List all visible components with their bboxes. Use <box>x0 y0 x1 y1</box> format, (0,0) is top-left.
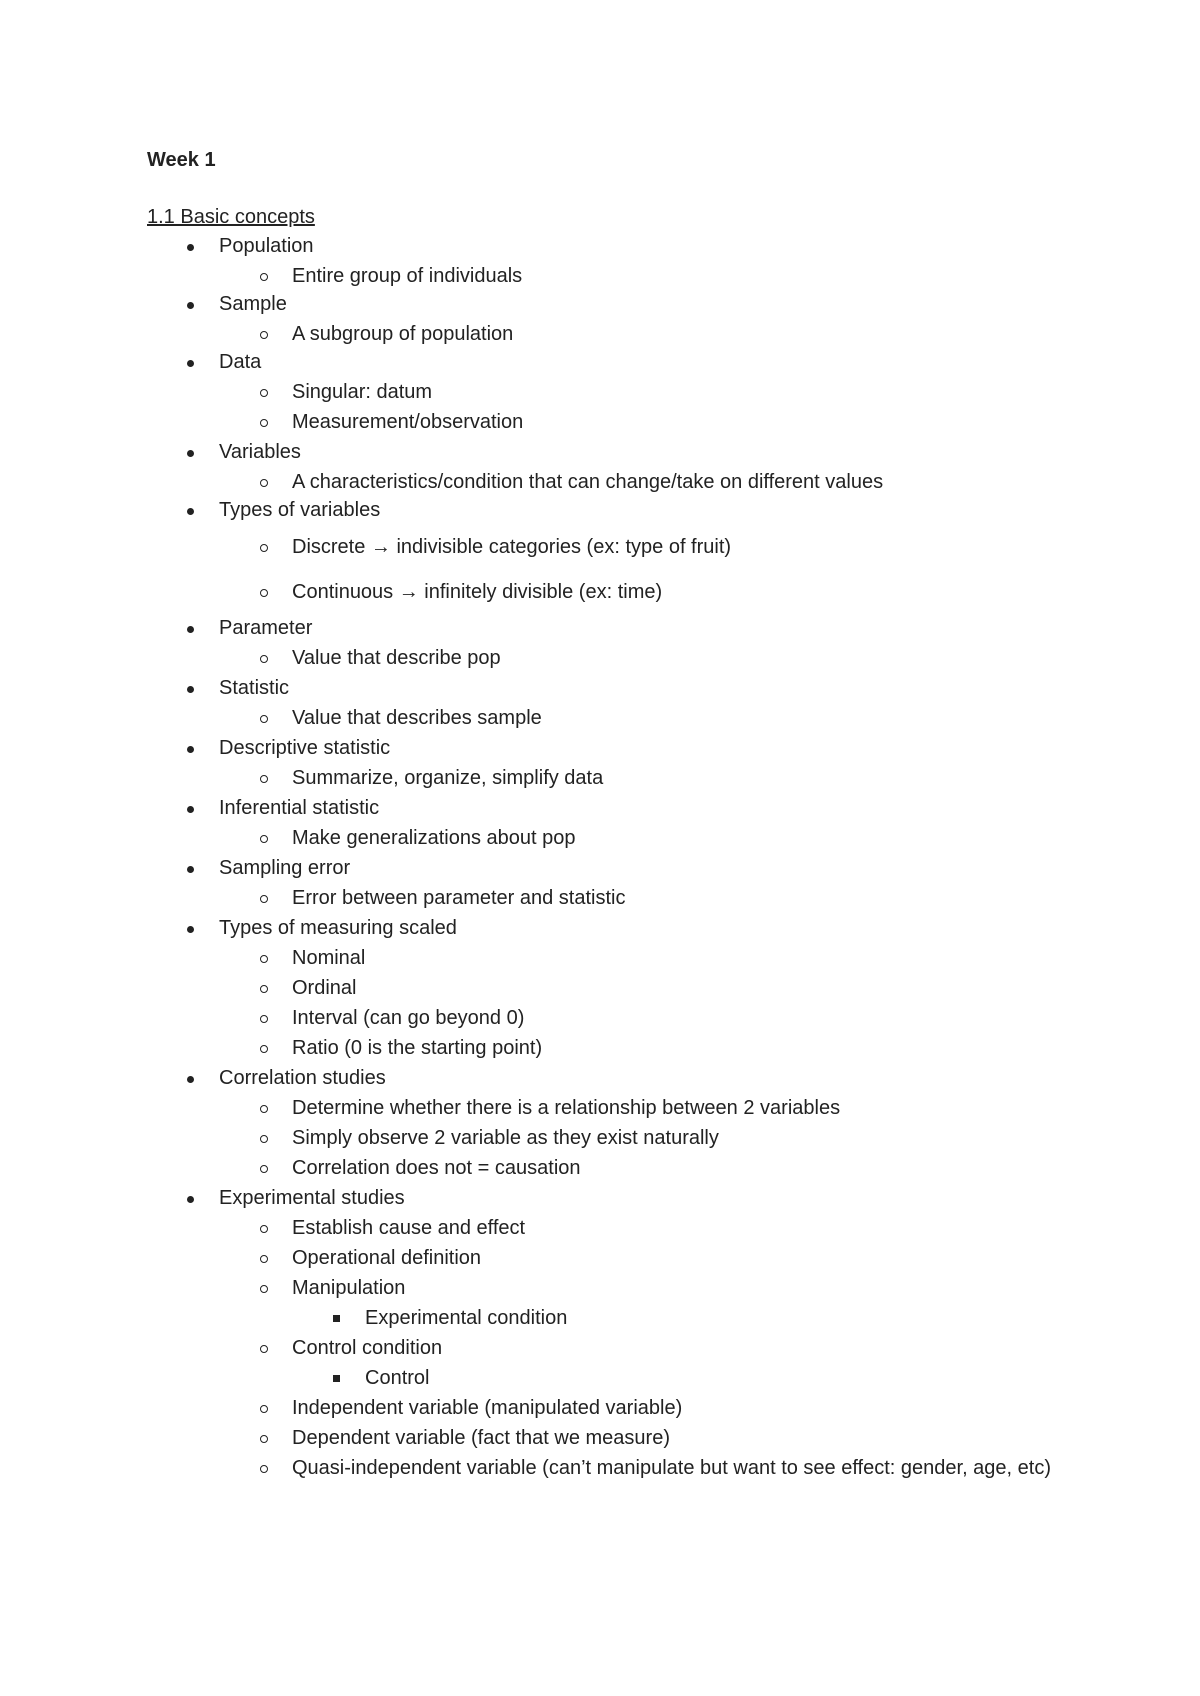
list-item <box>219 438 301 466</box>
list-item <box>219 734 390 762</box>
list-item-text: Ratio (0 is the starting point) <box>292 1037 543 1059</box>
list-item <box>219 1184 405 1212</box>
bullet-circle-icon <box>260 1345 268 1353</box>
list-item-text: Continuous → infinitely divisible (ex: time) <box>292 581 663 603</box>
bullet-square-icon <box>333 1315 340 1322</box>
bullet-disc-icon <box>187 686 194 693</box>
list-item-text: Descriptive statistic <box>219 737 391 759</box>
list-item <box>292 1214 525 1242</box>
list-item <box>292 1004 524 1032</box>
list-item <box>292 764 603 792</box>
list-item-text: Ordinal <box>292 977 357 999</box>
list-item-text: Establish cause and effect <box>292 1217 526 1239</box>
list-item <box>219 290 287 318</box>
list-item-text: Operational definition <box>292 1247 482 1269</box>
bullet-disc-icon <box>187 626 194 633</box>
list-item <box>292 408 523 436</box>
list-item <box>292 320 513 348</box>
list-item <box>292 1274 405 1302</box>
bullet-circle-icon <box>260 1225 268 1233</box>
list-item <box>292 533 731 561</box>
list-item-text: Population <box>219 235 314 257</box>
bullet-disc-icon <box>187 450 194 457</box>
bullet-disc-icon <box>187 1196 194 1203</box>
section-heading: 1.1 Basic concepts <box>147 206 315 228</box>
bullet-circle-icon <box>260 1285 268 1293</box>
list-item-text: Simply observe 2 variable as they exist naturally <box>292 1127 719 1149</box>
list-item-text: Quasi-independent variable (can’t manipulate but want to see effect: gender, age, etc) <box>292 1457 1052 1479</box>
list-item <box>292 378 432 406</box>
bullet-circle-icon <box>260 479 268 487</box>
bullet-circle-icon <box>260 389 268 397</box>
list-item-text: Value that describe pop <box>292 647 501 669</box>
bullet-disc-icon <box>187 866 194 873</box>
bullet-circle-icon <box>260 544 268 552</box>
list-item <box>219 614 312 642</box>
list-item <box>292 1124 719 1152</box>
bullet-disc-icon <box>187 244 194 251</box>
list-item <box>292 1454 1072 1482</box>
bullet-circle-icon <box>260 835 268 843</box>
list-item-text: Value that describes sample <box>292 707 542 729</box>
list-item-text: Types of measuring scaled <box>219 917 457 939</box>
list-item <box>219 674 289 702</box>
list-item-text: Interval (can go beyond 0) <box>292 1007 525 1029</box>
bullet-circle-icon <box>260 985 268 993</box>
bullet-circle-icon <box>260 1105 268 1113</box>
bullet-disc-icon <box>187 806 194 813</box>
bullet-circle-icon <box>260 589 268 597</box>
bullet-circle-icon <box>260 1435 268 1443</box>
page-title: Week 1 <box>147 149 216 171</box>
list-item-text: Inferential statistic <box>219 797 380 819</box>
bullet-circle-icon <box>260 1015 268 1023</box>
list-item-text: Correlation studies <box>219 1067 386 1089</box>
list-item-text: Nominal <box>292 947 366 969</box>
list-item-text: Measurement/observation <box>292 411 524 433</box>
list-item <box>292 1154 581 1182</box>
list-item-text: Dependent variable (fact that we measure) <box>292 1427 670 1449</box>
list-item-text: Control condition <box>292 1337 443 1359</box>
list-item <box>292 578 662 606</box>
bullet-disc-icon <box>187 360 194 367</box>
list-item <box>365 1364 429 1392</box>
bullet-disc-icon <box>187 508 194 515</box>
bullet-circle-icon <box>260 715 268 723</box>
list-item-text: Determine whether there is a relationship between 2 variables <box>292 1097 841 1119</box>
list-item-text: Summarize, organize, simplify data <box>292 767 604 789</box>
list-item <box>292 1394 682 1422</box>
list-item-text: Make generalizations about pop <box>292 827 576 849</box>
bullet-square-icon <box>333 1375 340 1382</box>
list-item <box>292 824 576 852</box>
list-item <box>292 974 356 1002</box>
list-item <box>292 1424 670 1452</box>
bullet-disc-icon <box>187 746 194 753</box>
bullet-disc-icon <box>187 926 194 933</box>
list-item-text: Variables <box>219 441 301 463</box>
list-item <box>219 348 261 376</box>
bullet-circle-icon <box>260 419 268 427</box>
list-item <box>219 854 350 882</box>
bullet-disc-icon <box>187 302 194 309</box>
list-item-text: Experimental condition <box>365 1307 568 1329</box>
list-item-text: Experimental studies <box>219 1187 405 1209</box>
list-item-text: Sample <box>219 293 287 315</box>
bullet-circle-icon <box>260 1405 268 1413</box>
list-item <box>219 1064 386 1092</box>
list-item-text: Types of variables <box>219 499 381 521</box>
list-item-text: Sampling error <box>219 857 351 879</box>
list-item <box>292 884 626 912</box>
bullet-circle-icon <box>260 1135 268 1143</box>
list-item <box>219 914 457 942</box>
list-item-text: Data <box>219 351 262 373</box>
list-item <box>292 644 501 672</box>
list-item <box>292 1244 481 1272</box>
bullet-circle-icon <box>260 895 268 903</box>
list-item-text: A subgroup of population <box>292 323 514 345</box>
list-item-text: Statistic <box>219 677 290 699</box>
list-item-text: Independent variable (manipulated variable) <box>292 1397 683 1419</box>
list-item-text: Discrete → indivisible categories (ex: type of fruit) <box>292 536 732 558</box>
list-item-text: Manipulation <box>292 1277 406 1299</box>
bullet-circle-icon <box>260 1165 268 1173</box>
bullet-circle-icon <box>260 655 268 663</box>
bullet-circle-icon <box>260 1255 268 1263</box>
list-item <box>292 944 365 972</box>
bullet-circle-icon <box>260 1045 268 1053</box>
list-item <box>292 468 883 496</box>
list-item-text: Control <box>365 1367 430 1389</box>
list-item-text: A characteristics/condition that can change/take on different values <box>292 471 884 493</box>
list-item <box>292 704 542 732</box>
list-item-text: Parameter <box>219 617 313 639</box>
list-item <box>292 1094 840 1122</box>
list-item-text: Singular: datum <box>292 381 433 403</box>
list-item <box>219 794 379 822</box>
list-item <box>219 496 380 524</box>
bullet-circle-icon <box>260 955 268 963</box>
list-item <box>292 1034 542 1062</box>
bullet-circle-icon <box>260 273 268 281</box>
bullet-circle-icon <box>260 1465 268 1473</box>
list-item <box>292 262 522 290</box>
list-item-text: Correlation does not = causation <box>292 1157 581 1179</box>
list-item-text: Entire group of individuals <box>292 265 523 287</box>
list-item <box>365 1304 567 1332</box>
list-item <box>219 232 314 260</box>
list-item-text: Error between parameter and statistic <box>292 887 626 909</box>
bullet-circle-icon <box>260 775 268 783</box>
bullet-circle-icon <box>260 331 268 339</box>
list-item <box>292 1334 442 1362</box>
bullet-disc-icon <box>187 1076 194 1083</box>
